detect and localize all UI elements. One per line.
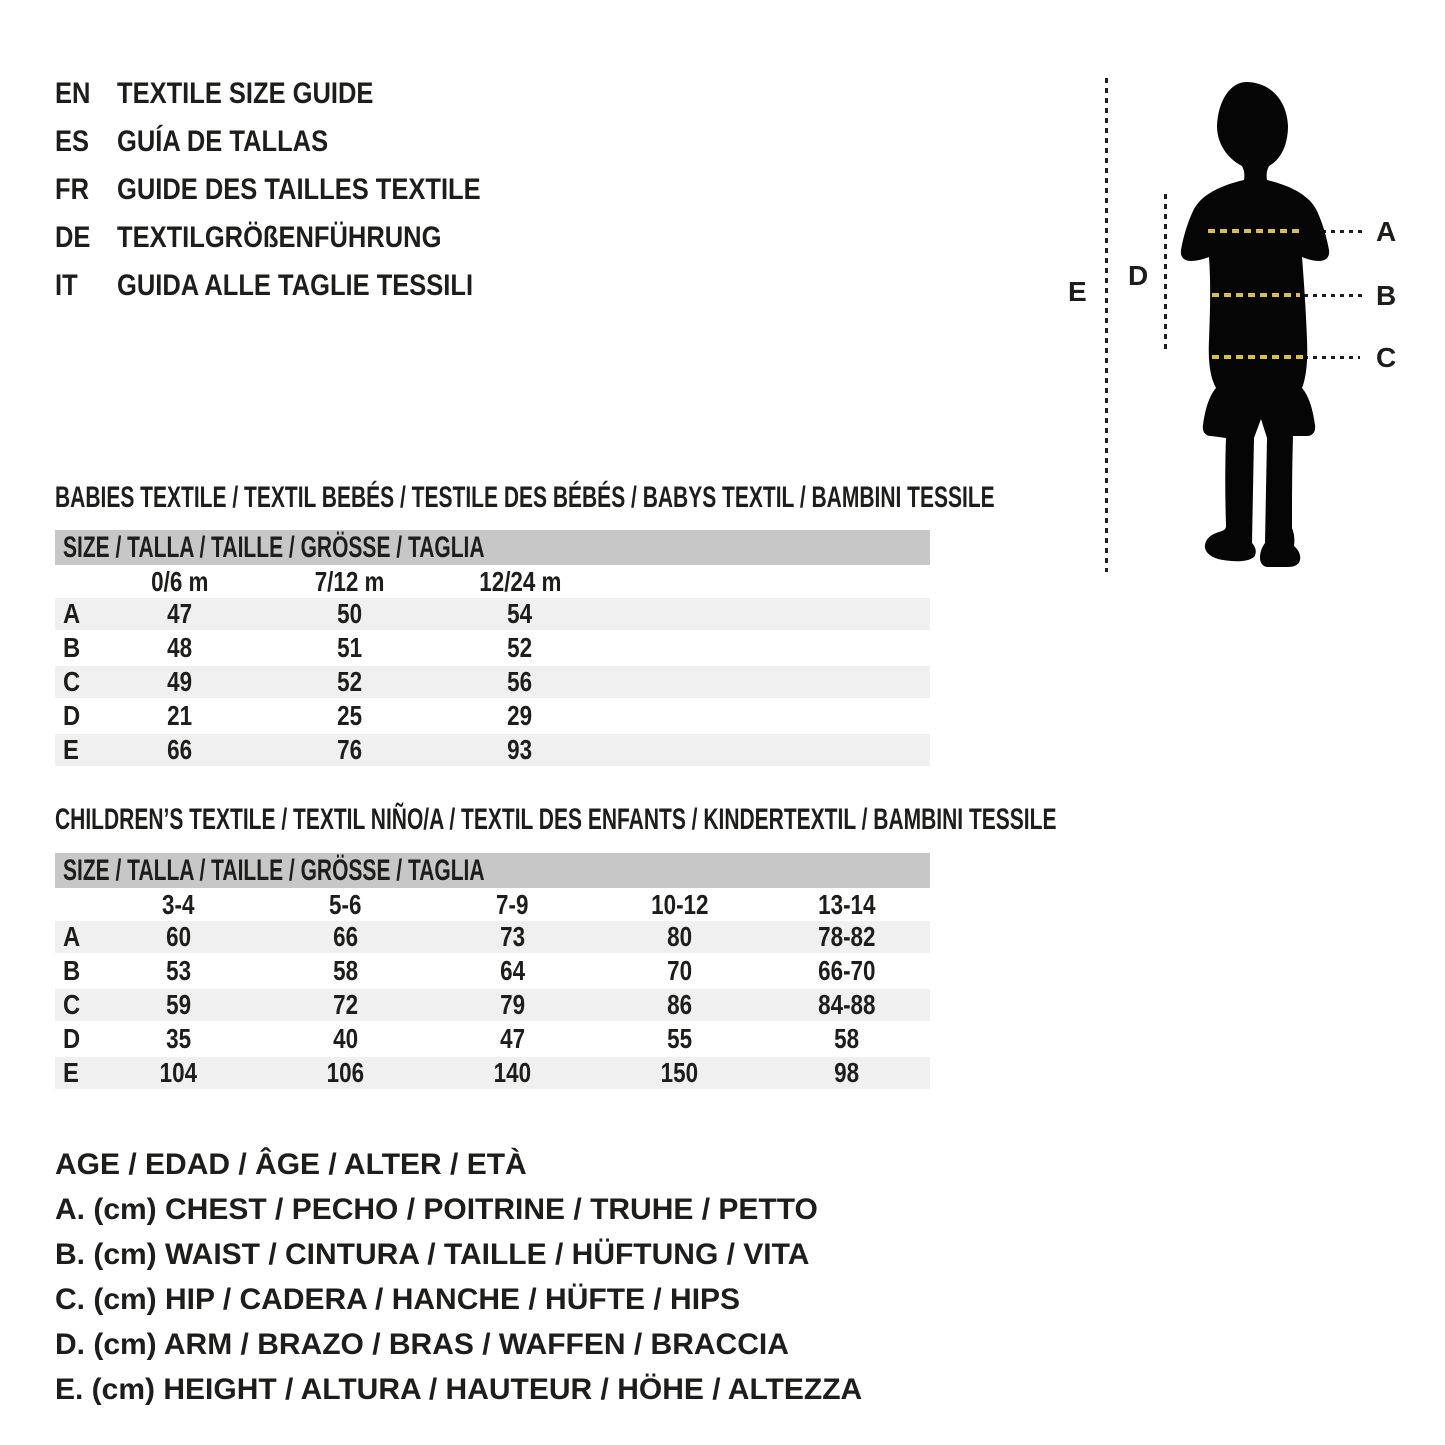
language-row [55,262,545,310]
legend-line-height: E. (cm) HEIGHT / ALTURA / HAUTEUR / HÖHE / ALTEZZA [55,1372,863,1406]
row-label: C [63,666,81,697]
row-label: E [63,1057,79,1088]
language-title: GUÍA DE TALLAS [117,125,329,158]
measure-label-a: A [1376,216,1397,247]
cell-value: 98 [834,1057,859,1088]
cell-value: 104 [159,1057,198,1088]
row-label: B [63,955,81,986]
cell-value: 47 [167,598,193,629]
column-header: 3-4 [162,888,195,920]
row-label: A [63,921,81,952]
cell-value: 29 [507,700,533,731]
language-title: GUIDE DES TAILLES TEXTILE [117,173,481,206]
language-title: TEXTILGRÖßENFÜHRUNG [117,221,442,254]
column-header: 7/12 m [315,565,385,597]
cell-value: 72 [333,989,358,1020]
column-header: 13-14 [817,888,876,920]
hip-dash-line [1212,355,1304,359]
babies-section-title: BABIES TEXTILE / TEXTIL BEBÉS / TESTILE DES BÉBÉS / BABYS TEXTIL / BAMBINI TESSILE [55,481,995,514]
row-label: B [63,632,81,663]
size-header-bar: SIZE / TALLA / TAILLE / GRÖSSE / TAGLIA [55,530,930,565]
cell-value: 79 [500,989,525,1020]
cell-value: 150 [660,1057,699,1088]
arm-measure-line-d [1164,194,1167,351]
table-row [55,921,930,953]
language-code: DE [55,221,91,254]
cell-value: 66 [333,921,358,952]
cell-value: 51 [337,632,363,663]
language-row [55,166,545,214]
table-row [55,1057,930,1089]
cell-value: 47 [500,1023,525,1054]
child-silhouette [1180,80,1330,572]
column-header-row [55,565,930,598]
language-row [55,214,545,262]
cell-value: 48 [167,632,193,663]
language-title: TEXTILE SIZE GUIDE [117,77,374,110]
table-row [55,598,930,630]
cell-value: 49 [167,666,193,697]
legend-line-hip: C. (cm) HIP / CADERA / HANCHE / HÜFTE / HIPS [55,1282,741,1316]
table-row [55,666,930,698]
cell-value: 40 [333,1023,358,1054]
language-title: GUIDA ALLE TAGLIE TESSILI [117,269,474,302]
row-label: C [63,989,81,1020]
measurement-legend [55,1142,862,1412]
row-label: A [63,598,81,629]
cell-value: 106 [326,1057,365,1088]
cell-value: 78-82 [817,921,876,952]
children-section-title: CHILDREN’S TEXTILE / TEXTIL NIÑO/A / TEXTIL DES ENFANTS / KINDERTEXTIL / BAMBINI TESSILE [55,803,1057,836]
table-row [55,1023,930,1055]
cell-value: 54 [507,598,533,629]
table-row [55,700,930,732]
legend-line-age: AGE / EDAD / ÂGE / ALTER / ETÀ [55,1147,527,1181]
table-row [55,632,930,664]
waist-dash-line [1212,293,1300,297]
language-code: IT [55,269,78,302]
cell-value: 93 [507,734,533,765]
cell-value: 52 [337,666,363,697]
legend-line-waist: B. (cm) WAIST / CINTURA / TAILLE / HÜFTUNG / VITA [55,1237,810,1271]
children-size-table [55,853,930,1091]
cell-value: 66 [167,734,193,765]
column-header-row [55,888,930,921]
table-row [55,955,930,987]
language-code: FR [55,173,89,206]
cell-value: 56 [507,666,533,697]
cell-value: 60 [166,921,191,952]
column-header: 12/24 m [478,565,562,597]
cell-value: 59 [166,989,191,1020]
cell-value: 55 [667,1023,692,1054]
cell-value: 64 [500,955,525,986]
measure-label-e: E [1068,276,1087,307]
language-heading-list [55,70,545,310]
column-header: 0/6 m [151,565,209,597]
column-header: 7-9 [496,888,529,920]
cell-value: 35 [166,1023,191,1054]
measure-label-b: B [1376,280,1397,311]
row-label: E [63,734,79,765]
cell-value: 73 [500,921,525,952]
language-code: ES [55,125,90,158]
legend-line-chest: A. (cm) CHEST / PECHO / POITRINE / TRUHE / PETTO [55,1192,818,1226]
table-row [55,734,930,766]
cell-value: 58 [834,1023,859,1054]
column-header: 10-12 [650,888,709,920]
row-label: D [63,700,81,731]
cell-value: 25 [337,700,363,731]
table-row [55,989,930,1021]
measure-label-c: C [1376,342,1397,373]
cell-value: 76 [337,734,363,765]
language-row [55,70,545,118]
cell-value: 66-70 [817,955,876,986]
language-code: EN [55,77,91,110]
legend-line-arm: D. (cm) ARM / BRAZO / BRAS / WAFFEN / BRACCIA [55,1327,789,1361]
cell-value: 86 [667,989,692,1020]
row-label: D [63,1023,81,1054]
measure-label-d: D [1128,260,1149,291]
cell-value: 52 [507,632,533,663]
column-header: 5-6 [329,888,362,920]
cell-value: 53 [166,955,191,986]
cell-value: 58 [333,955,358,986]
babies-size-table [55,530,930,768]
cell-value: 70 [667,955,692,986]
cell-value: 21 [167,700,193,731]
language-row [55,118,545,166]
cell-value: 140 [493,1057,532,1088]
size-header-bar: SIZE / TALLA / TAILLE / GRÖSSE / TAGLIA [55,853,930,888]
cell-value: 50 [337,598,363,629]
cell-value: 80 [667,921,692,952]
cell-value: 84-88 [817,989,876,1020]
chest-dash-line [1208,229,1303,233]
